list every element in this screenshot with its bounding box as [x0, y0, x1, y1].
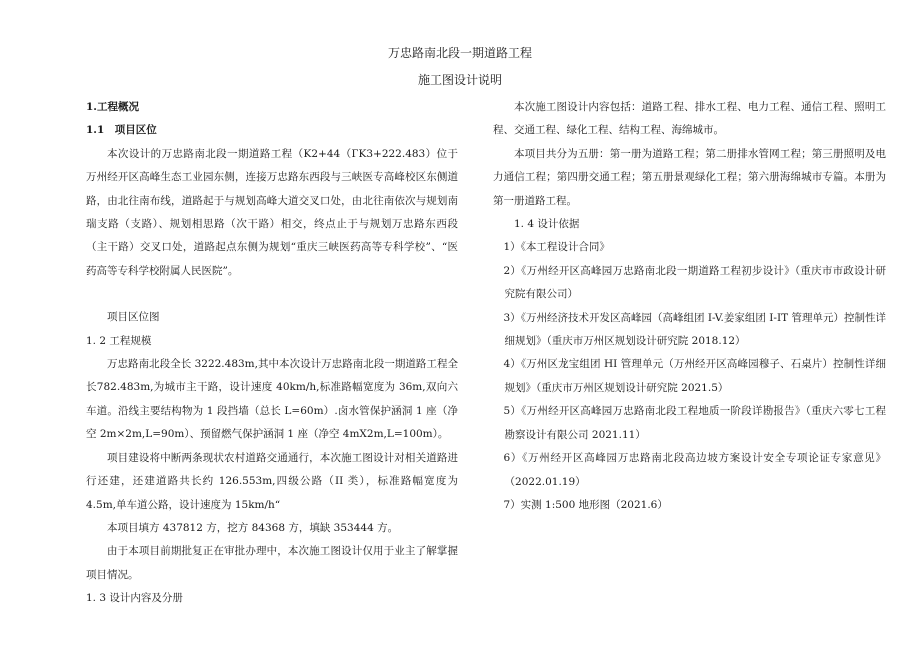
paragraph-rebuild-roads: 项目建设将中断两条现状农村道路交通通行，本次施工图设计对相关道路进行还建，还建道路共长约 126.553m,四级公路（II 类），标准路幅宽度为 4.5m,单车道公路，设计速度为 15km/h“	[86, 451, 458, 511]
left-column	[86, 96, 458, 611]
document-subtitle: 施工图设计说明	[417, 73, 502, 87]
paragraph-approval-note: 由于本项目前期批复正在审批办理中，本次施工图设计仅用于业主了解掌握项目情况。	[86, 545, 458, 581]
paragraph-volumes: 本项目共分为五册：第一册为道路工程；第二册排水管网工程；第三册照明及电力通信工程；第四册交通工程；第五册景观绿化工程；第六册海绵城市专篇。本册为第一册道路工程。	[493, 147, 886, 207]
basis-item: 5）《万州经开区高峰园万忠路南北段工程地质一阶段详勘报告》（重庆六零七工程勘察设计有限公司 2021.11）	[503, 405, 886, 441]
basis-item: 2）《万州经开区高峰园万忠路南北段一期道路工程初步设计》（重庆市市政设计研究院有限公司）	[503, 264, 886, 301]
section-heading-1-4: 1. 4 设计依据	[514, 218, 580, 231]
basis-item: 3）《万州经济技术开发区高峰园（高峰组团 I-V.姜家组团 I-IT 管理单元）控制性详细规划》（重庆市万州区规划设计研究院 2018.12）	[503, 311, 886, 348]
section-heading-1-2: 1. 2 工程规模	[86, 334, 152, 347]
paragraph-design-content: 本次施工图设计内容包括：道路工程、排水工程、电力工程、通信工程、照明工程、交通工程、绿化工程、结构工程、海绵城市。	[493, 101, 886, 137]
section-heading-1-1: 1.1 项目区位	[86, 124, 157, 137]
basis-item: 1）《本工程设计合同》	[503, 241, 610, 254]
document-title: 万忠路南北段一期道路工程	[387, 46, 532, 60]
figure-placeholder	[86, 283, 458, 306]
figure-caption: 项目区位图	[107, 311, 160, 324]
paragraph-project-location: 本次设计的万忠路南北段一期道路工程（K2+44（ГK3+222.483）位于万州经开区高峰生态工业园东侧，连接万忠路东西段与三峡医专高峰校区东侧道路，由北往南布线，道路起于与规划高峰大道交叉口处，由北往南依次与规划南瑞支路（支路）、规划相思路（次干路）相交，终点止于与规划万忠路东西段（主干路）交叉口处，道路起点东侧为规划“重庆三峡医药高等专科学校”、“医药高等专科学校附属人民医院”。	[86, 147, 458, 277]
right-column	[493, 96, 886, 517]
paragraph-earthwork: 本项目填方 437812 方，挖方 84368 方，填缺 353444 方。	[107, 521, 399, 534]
section-heading-1: 1.工程概况	[86, 101, 139, 113]
basis-item: 4）《万州区龙宝组团 HI 管理单元（万州经开区高峰园穆子、石桌片）控制性详细规划》（重庆市万州区规划设计研究院 2021.5）	[503, 358, 886, 394]
basis-item: 6）《万州经开区高峰园万忠路南北段高边坡方案设计安全专项论证专家意见》（2022.01.19）	[503, 452, 886, 488]
basis-item: 7）实测 1:500 地形图（2021.6）	[503, 498, 668, 511]
paragraph-project-scale: 万忠路南北段全长 3222.483m,其中本次设计万忠路南北段一期道路工程全长782.483m,为城市主干路，设计速度 40km/h,标准路幅宽度为 36m,双向六车道。沿线主要结构物为 1 段挡墙（总长 L=60m）.卤水管保护涵洞 1 座（净空 2m×2m,L=90m）、预留燃气保护涵洞 1 座（净空 4mX2m,L=100m）。	[86, 358, 458, 441]
section-heading-1-3: 1. 3 设计内容及分册	[86, 592, 183, 605]
